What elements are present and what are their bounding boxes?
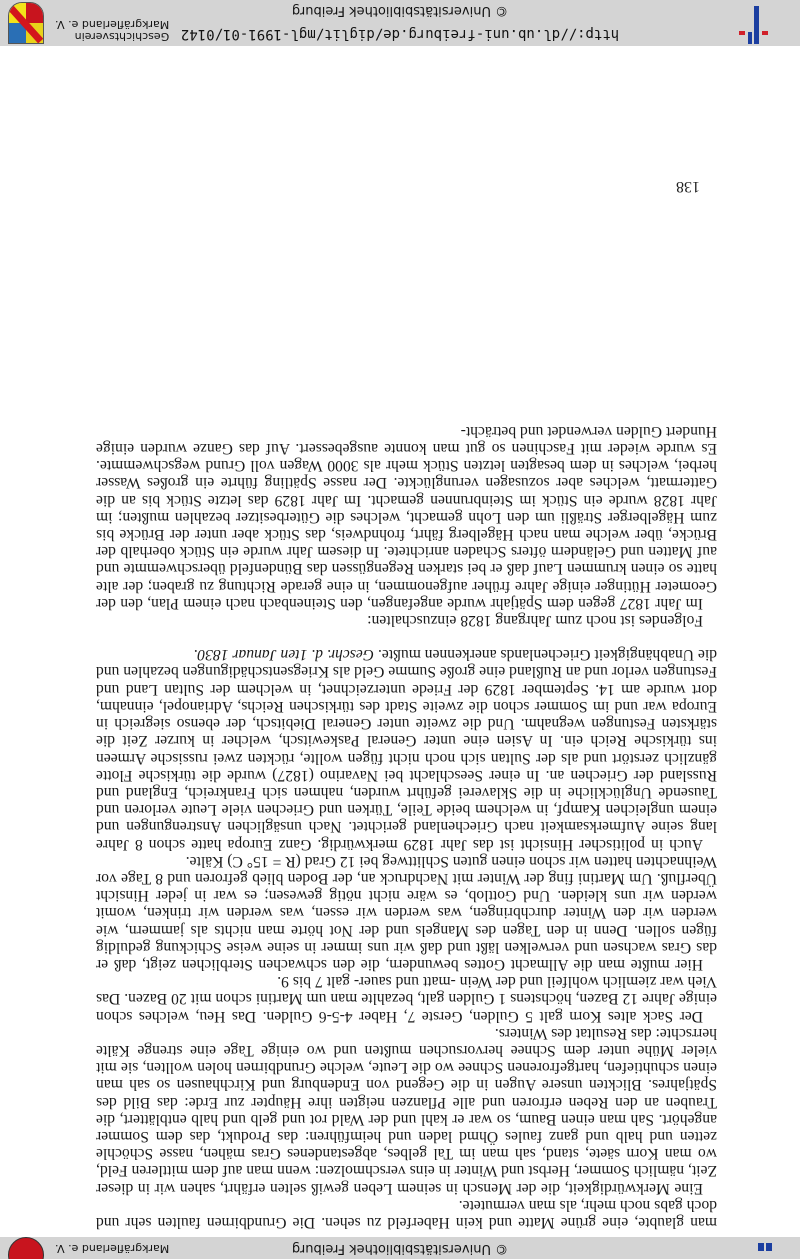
society-name: [55, 18, 169, 42]
citation: Geschr. d. 1ten Januar 1830.: [193, 646, 375, 664]
paragraph: Folgendes ist noch zum Jahrgang 1828 einzuschalten:: [367, 612, 703, 630]
society-line1: Geschichtsverein: [74, 30, 170, 43]
page-body: [96, 423, 717, 1231]
header-copyright: © Universitätsbibliothek Freiburg: [291, 1241, 509, 1256]
paragraph: Der Sack altes Korn galt 5 Gulden, Gerste 7, Haber 4-5-6 Gulden. Das Heu, welches schon einige Jahre 12 Bazen, höchstens 1 Gulden galt, bezahlte man um Martini schon mit 20 Bazen. Das Vieh war ziemlich wohlfeil und der Wein -matt und sauer- galt 7 bis 9.: [96, 973, 717, 1025]
ub-logo-icon: [756, 1243, 772, 1251]
header-strip: [0, 1237, 800, 1259]
header-society: Markgräflerland e. V.: [55, 1242, 170, 1255]
society-line2: Markgräflerland e. V.: [55, 18, 170, 31]
page-number: 138: [676, 178, 700, 195]
paragraph: Im Jahr 1827 gegen dem Spätjahr wurde angefangen, den Steinenbach nach einem Plan, den der Geometer Hütinger einige Jahre früher aufgenommen, in eine gerade Richtung zu graben; der alte hatte so einen krummen Lauf daß er bei starken Regengüssen das Bündenfeld überschwemmte und auf Matten und Geländern öfters Schaden anrichtete. In diesem Jahr wurde ein Stück oberhalb der Brücke, über welche man nach Hägelberg fährt, frohndweis, das Stück aber unter der Brücke bis zum Hägelberger Sträßli um den Lohn gemacht, welches die Güterbesitzer bezahlen mußten; im Jahr 1828 wurde ein Stück im Steinbrunnen gemacht. Im Jahr 1829 das letzte Stück bis an die Gattermatt, welches aber sozusagen verunglückte. Der nasse Spätling führte ein großes Wasser herbei, welches in dem besagten letzten Stück mehr als 3000 Wagen voll Grund wegschwemmte. Es wurde wieder mit Faschinen so gut man konnte ausgebessert. Auf das Ganze wurden einige Hundert Gulden verwendet und beträcht-: [96, 422, 717, 612]
paragraph: Eine Merkwürdigkeit, die der Mensch in seinem Leben gewiß selten erfährt, sahen wir in dieser Zeit, nämlich Sommer, Herbst und Winter in eins verschmolzen: wenn man auf dem mittleren Feld, wo man Korn säete, stand, sah man im Tal gelbes, abgestandenes Gras mähen, nasse Schöchle zetten und halb und ganz faules Öhmd laden und heimführen: das Produkt, das dem Sommer angehört. Sah man einen Baum, so war er kahl und der Wald rot und gelb und halb entblättert, die Trauben an den Reben erfroren und alle Pflanzen neigten ihre Häupter zur Erde: das Bild des Spätjahres. Blickten unsere Augen in die Gegend von Endenburg und Kirchhausen so sah man einen schuhtiefen, hartgefrorenen Schnee wo die Leute, welche Grundbirnen holen wollten, sie mit vieler Mühe unter dem Schnee hervorsuchen mußten und wo einige Tage eine strenge Kälte herrschte: das Resultat des Winters.: [96, 1024, 717, 1197]
permalink-url[interactable]: http://dl.ub.uni-freiburg.de/diglit/mgl-1991-01/0142: [180, 26, 620, 42]
paragraph: man glaubte, eine grüne Matte und kein Haberfeld zu sehen. Die Grundbirnen faulten sehr und doch gabs noch mehr, als man vermutete.: [96, 1196, 717, 1231]
paragraph: [96, 646, 717, 852]
paragraph-text: Auch in politischer Hinsicht ist das Jahr 1829 merkwürdig. Ganz Europa hatte schon 8 Jahre lang seine Aufmerksamkeit nach Griechenland gerichtet. Nach unsäglichen Anstrengungen und einem ungleichen Kampf, in welchem beide Teile, Türken und Griechen viele Leute verloren und Tausende Unglückliche in die Sklaverei geführt wurden, nahmen sich Frankreich, England und Russland der Griechen an. In einer Seeschlacht bei Navarino (1827) wurde die türkische Flotte gänzlich zerstört und als der Sultan sich noch nicht fügen wollte, rückten zwei russische Armeen ins türkische Reich ein. In Asien eine unter General Paskewitsch, welcher in kurzer Zeit die stärksten Festungen wegnahm. Und die zweite unter General Diebitsch, der ebenso siegreich in Europa war und im Sommer schon die zweite Stadt des türkischen Reichs, Adrianopel, einnahm, dort wurde am 14. September 1829 der Friede unterzeichnet, in welchem der Sultan Land und Festungen verlor und an Rußland eine große Summe Geld als Kriegsentschädigungen bezahlen und die Unabhängigkeit Griechenlands anerkennen mußte.: [96, 646, 717, 853]
paragraph: Hier mußte man die Allmacht Gottes bewundern, die den schwachen Sterblichen zeigt, daß er das Gras wachsen und verwelken läßt und daß wir uns immer in seine weise Schickung geduldig fügen sollen. Denn in den Tagen des Mangels und der Not hörte man nichts als jammern, wie werden wir den Winter durchbringen, was werden wir essen, was werden wir trinken, womit werden wir uns kleiden. Und Gottlob, es wäre nicht nötig gewesen; es war in jeder Hinsicht Überfluß. Um Martini fing der Winter mit Nachdruck an, der Boden blieb gefroren und 8 Tage vor Weihnachten hatten wir schon einen guten Schlittweg bei 12 Grad (R = 15° C) Kälte.: [96, 852, 717, 973]
footer-copyright: © Universitätsbibliothek Freiburg: [291, 3, 509, 18]
footer-strip: [0, 0, 800, 46]
coat-of-arms-icon[interactable]: [8, 2, 44, 44]
